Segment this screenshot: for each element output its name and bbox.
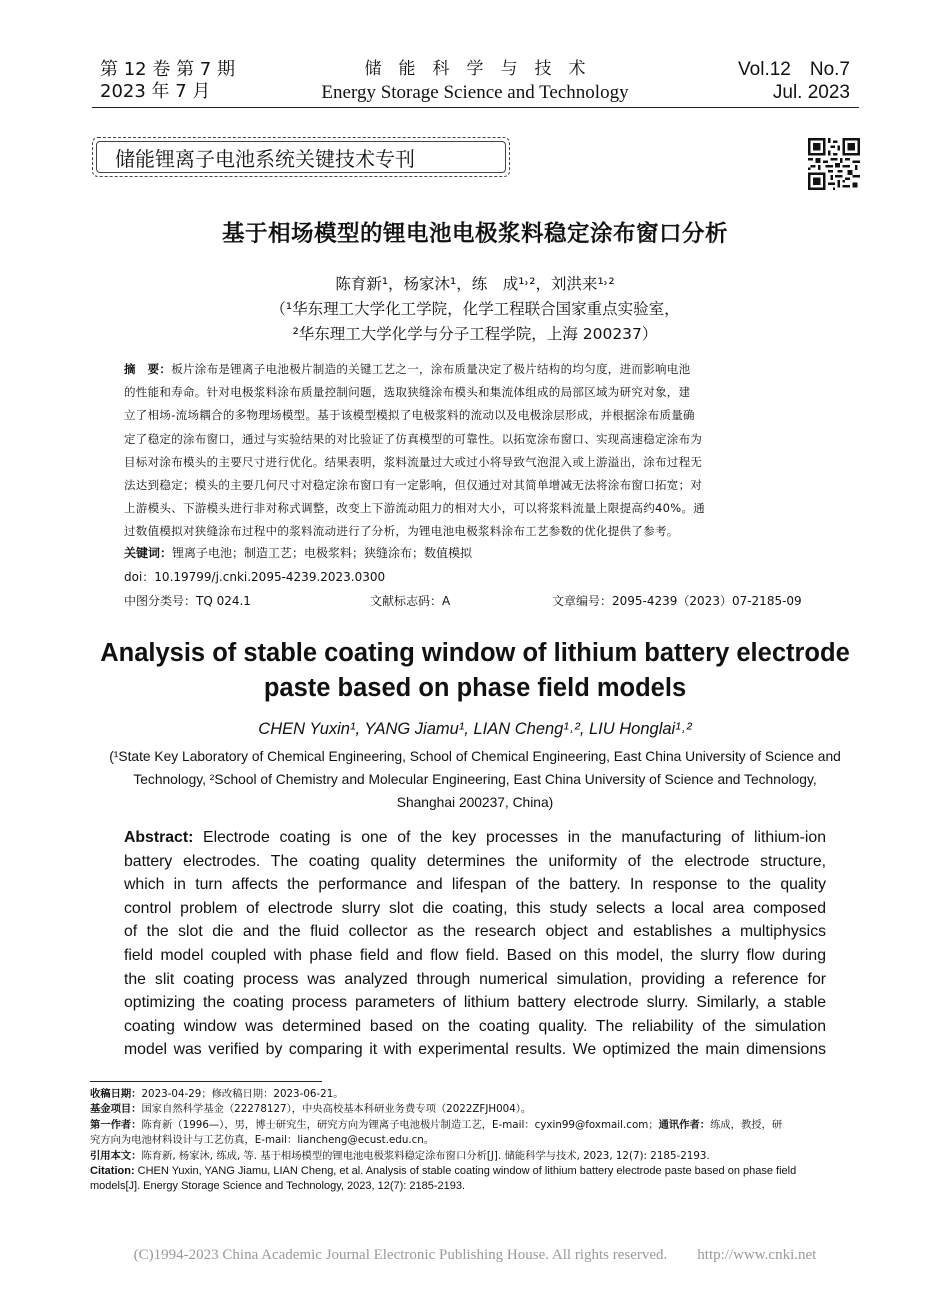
article-title-cn: 基于相场模型的锂电池电极浆料稳定涂布窗口分析 [221,221,728,247]
header-rule [92,107,859,108]
corresponding-author-label: 通讯作者： [658,1118,711,1131]
abstract-cn-line: 的性能和寿命。针对电极浆料涂布质量控制问题，选取狭缝涂布模头和集流体组成的局部区域为研究对象，建 [124,385,691,400]
affiliation-cn-line-2: ²华东理工大学化学与分子工程学院，上海 200237） [292,325,658,343]
affiliation-en-line-1: (¹State Key Laboratory of Chemical Engineering, School of Chemical Engineering, East China University of Science and [109,749,841,764]
abstract-en-line: Abstract: Electrode coating is one of the key processes in the manufacturing of lithium-ion [124,829,826,846]
journal-name-en: Energy Storage Science and Technology [321,82,629,103]
abstract-en-line: the slit coating process was analyzed through numerical simulation, providing a reference for [124,970,826,988]
clc-number: 中图分类号：TQ 024.1 [124,594,251,608]
abstract-cn-line: 摘 要：板片涂布是锂离子电池极片制造的关键工艺之一，涂布质量决定了极片结构的均匀度，进而影响电池 [124,362,691,376]
abstract-en-line: coating window was determined based on the coating quality. The reliability of the simulation [124,1017,826,1035]
fund-info: 基金项目：国家自然科学基金（22278127），中央高校基本科研业务费专项（2022ZFJH004）。 [90,1103,532,1116]
abstract-cn-line: 上游模头、下游模头进行非对称式调整，改变上下游流动阻力的相对大小，可以将浆料流量上限提高约40%。通 [124,501,706,516]
qr-code-icon [808,138,860,190]
affiliation-en-line-2: Technology, ²School of Chemistry and Molecular Engineering, East China University of Science and Technology, [133,772,817,787]
abstract-en [124,826,826,1062]
affiliation-en-line-3: Shanghai 200237, China) [396,795,554,810]
keywords-cn-label: 关键词： [124,546,173,560]
footnotes [90,1087,862,1195]
document-code: 文献标志码：A [370,594,451,608]
abstract-en-label: Abstract: [124,829,194,846]
abstract-cn-line: 目标对涂布模头的主要尺寸进行优化。结果表明，浆料流量过大或过小将导致气泡混入或上游溢出，涂布过程无 [124,454,703,469]
special-issue-banner [92,137,510,177]
authors-en: CHEN Yuxin¹, YANG Jiamu¹, LIAN Cheng¹˒², LIU Honglai¹˒² [258,720,692,738]
affiliation-cn-line-1: （¹华东理工大学化工学院，化学工程联合国家重点实验室， [270,300,680,318]
copyright-notice: (C)1994-2023 China Academic Journal Electronic Publishing House. All rights reserved. http://www.cnki.net [133,1247,817,1263]
abstract-cn-line: 立了相场-流场耦合的多物理场模型。基于该模型模拟了电极浆料的流动以及电极涂层形成，并根据涂布质量确 [124,408,695,423]
article-title-en-line-1: Analysis of stable coating window of lithium battery electrode [100,639,850,667]
date-en: Jul. 2023 [772,82,850,103]
abstract-en-line: battery electrodes. The coating quality determines the uniformity of the electrode structure, [124,852,826,870]
article-title-en-line-2: paste based on phase field models [263,674,687,702]
citation-cn: 引用本文：陈育新, 杨家沐, 练成, 等. 基于相场模型的锂电池电极浆料稳定涂布窗口分析[J]. 储能科学与技术, 2023, 12(7): 2185-2193. [90,1149,710,1162]
volume-issue-en: Vol.12 No.7 [738,59,850,80]
citation-en: Citation: CHEN Yuxin, YANG Jiamu, LIAN Cheng, et al. Analysis of stable coating window of lithium battery electrode paste based on phase field [90,1165,797,1178]
keywords-cn [124,544,472,562]
abstract-en-line: field model coupled with phase field and flow field. Based on this model, the slurry flow during [124,946,826,964]
date-cn: 2023 年 7 月 [100,81,211,102]
abstract-cn-line: 法达到稳定；模头的主要几何尺寸对稳定涂布窗口有一定影响，但仅通过对其简单增减无法将涂布窗口拓宽；对 [124,478,703,493]
keywords-cn-text: 锂离子电池；制造工艺；电极浆料；狭缝涂布；数值模拟 [172,546,473,560]
footnote-rule [90,1081,322,1082]
received-date: 收稿日期：2023-04-29；修改稿日期：2023-06-21。 [90,1088,344,1100]
volume-issue-cn: 第 12 卷 第 7 期 [100,59,235,80]
abstract-cn-line: 过数值模拟对狭缝涂布过程中的浆料流动进行了分析，为锂电池电极浆料涂布工艺参数的优化提供了参考。 [124,524,679,539]
article-number: 文章编号：2095-4239（2023）07-2185-09 [552,594,802,608]
abstract-en-line: optimizing the coating process parameters of lithium battery electrode slurry. Similarly, a stable [124,994,826,1012]
abstract-cn-line: 定了稳定的涂布窗口，通过与实验结果的对比验证了仿真模型的可靠性。以拓宽涂布窗口、实现高速稳定涂布为 [124,431,703,446]
abstract-en-line: control problem of electrode slurry slot die coating, this study selects a local area composed [124,899,826,917]
abstract-en-line: which in turn affects the performance and lifespan of the battery. In response to the quality [124,876,826,894]
abstract-en-line: of the slot die and the fluid collector as the research object and establishes a multiphysics [124,923,826,941]
abstract-en-line: model was verified by comparing it with experimental results. We optimized the main dimensions [124,1041,826,1059]
first-author-cont: 究方向为电池材料设计与工艺仿真，E-mail：liancheng@ecust.edu.cn。 [90,1134,435,1147]
citation-en-cont: models[J]. Energy Storage Science and Technology, 2023, 12(7): 2185-2193. [90,1180,466,1193]
first-author: 第一作者：陈育新（1996—），男，博士研究生，研究方向为锂离子电池极片制造工艺，E-mail：cyxin99@foxmail.com；通讯作者：练成，教授，研 [90,1118,783,1131]
special-issue-label: 储能锂离子电池系统关键技术专刊 [96,141,506,173]
abstract-cn [124,358,826,544]
abstract-cn-label: 摘 要： [124,362,172,376]
journal-name-cn: 储 能 科 学 与 技 术 [364,59,586,79]
doi: doi：10.19799/j.cnki.2095-4239.2023.0300 [124,570,386,584]
authors-cn: 陈育新¹，杨家沐¹，练 成¹˒²，刘洪来¹˒² [335,275,615,293]
